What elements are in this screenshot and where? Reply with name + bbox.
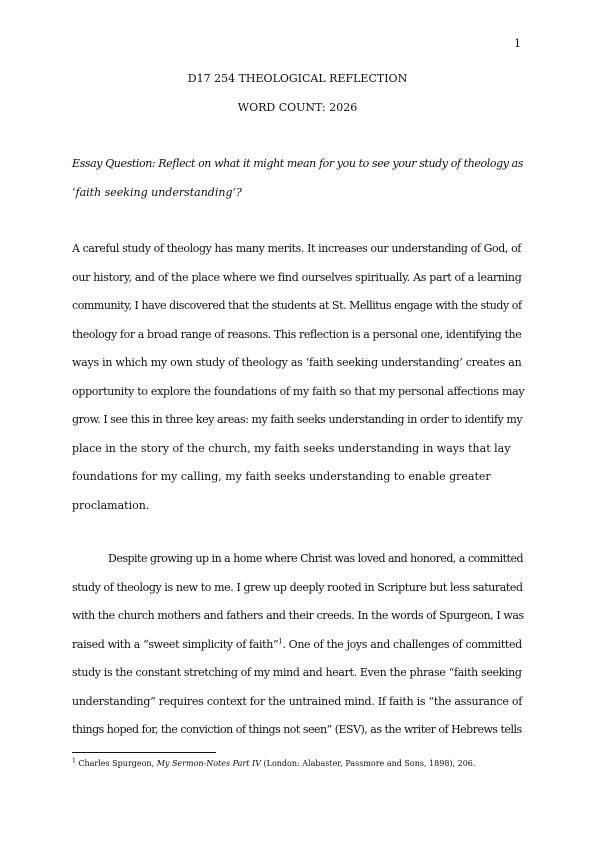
- paragraph-line: Despite growing up in a home where Christ was loved and honored, a committed: [108, 552, 523, 565]
- paragraph-line: [72, 631, 524, 660]
- paragraph-2: [72, 545, 524, 745]
- footnote: [72, 758, 524, 770]
- paragraph-line: study of theology is new to me. I grew up deeply rooted in Scripture but less saturated: [72, 580, 523, 594]
- paragraph-1: [72, 235, 524, 520]
- paragraph-line: proclamation.: [72, 498, 150, 512]
- paragraph-line: our history, and of the place where we find ourselves spiritually. As part of a learning: [72, 270, 522, 284]
- paragraph-line: things hoped for, the conviction of things not seen” (ESV), as the writer of Hebrews tells: [72, 723, 522, 736]
- paragraph-line: understanding” requires context for the untrained mind. If faith is “the assurance of: [72, 694, 523, 708]
- footnote-details: (London: Alabaster, Passmore and Sons, 1898), 206.: [263, 759, 476, 768]
- essay-question: [72, 150, 524, 207]
- paragraph-line: study is the constant stretching of my mind and heart. Even the phrase “faith seeking: [72, 666, 522, 679]
- footnote-separator: [72, 752, 216, 753]
- paragraph-line: community, I have discovered that the students at St. Mellitus engage with the study of: [72, 299, 522, 312]
- paragraph-line: ways in which my own study of theology as ‘faith seeking understanding’ creates an: [72, 356, 522, 369]
- document-title: D17 254 THEOLOGICAL REFLECTION: [187, 72, 408, 85]
- paragraph-line: grow. I see this in three key areas: my faith seeks understanding in order to identify my: [72, 413, 523, 426]
- word-count: WORD COUNT: 2026: [237, 101, 358, 114]
- essay-question-line: Essay Question: Reflect on what it might mean for you to see your study of theology as: [72, 157, 524, 170]
- quote-continuation: . One of the joys and challenges of committed: [282, 637, 522, 651]
- paragraph-line: place in the story of the church, my faith seeks understanding in ways that lay: [72, 441, 511, 455]
- footnote-number: 1: [72, 757, 76, 765]
- paragraph-line: opportunity to explore the foundations of my faith so that my personal affections may: [72, 384, 525, 398]
- footnote-reference[interactable]: 1: [278, 636, 283, 645]
- essay-question-line: ‘faith seeking understanding’?: [72, 185, 242, 199]
- page-number: 1: [514, 37, 521, 50]
- paragraph-line: A careful study of theology has many merits. It increases our understanding of God, of: [72, 242, 521, 255]
- paragraph-line: theology for a broad range of reasons. This reflection is a personal one, identifying the: [72, 327, 522, 341]
- quote-text: raised with a “sweet simplicity of faith”: [72, 637, 279, 651]
- paragraph-line: with the church mothers and fathers and their creeds. In the words of Spurgeon, I was: [72, 609, 524, 622]
- paragraph-line: foundations for my calling, my faith seeks understanding to enable greater: [72, 470, 491, 483]
- footnote-work-title: My Sermon-Notes Part IV: [156, 759, 261, 768]
- footnote-author: Charles Spurgeon,: [78, 759, 155, 768]
